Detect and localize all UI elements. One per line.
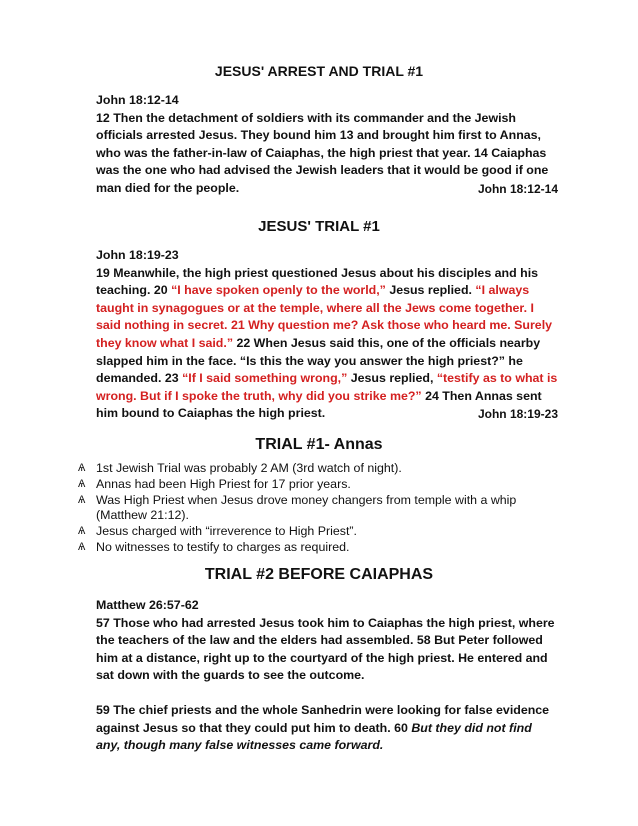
- list-item: Ѧ Annas had been High Priest for 17 prior years.: [78, 476, 351, 491]
- text-segment: 22 When Jesus said this, one of the officials nearby slapped him in the face. “Is this the way you answer the high priest?” he demanded. 23: [96, 335, 541, 386]
- heading-trial-caiaphas: TRIAL #2 BEFORE CAIAPHAS: [204, 566, 434, 583]
- bullet-icon: Ѧ: [78, 477, 86, 490]
- section-john-18-19: [96, 247, 558, 423]
- text-segment: 24 Then Annas sent him bound to Caiaphas the high priest.: [96, 388, 542, 421]
- bullet-icon: Ѧ: [78, 540, 86, 553]
- scripture-paragraph: 59 The chief priests and the whole Sanhedrin were looking for false evidence against Jesus so that they could put him to death. 60 But they did not find any, though many false witnesses came forward.: [96, 702, 550, 753]
- scripture-text: 12 Then the detachment of soldiers with its commander and the Jewish officials arrested Jesus. They bound him 13 and brought him first to Annas, who was the father-in-law of Caiaphas, the high priest that year. 14 Caiaphas was the one who had advised the Jewish leaders that it would be good if one man died for the people.: [96, 110, 549, 195]
- heading-jesus-trial: JESUS' TRIAL #1: [258, 218, 380, 235]
- scripture-reference: John 18:19-23: [96, 248, 179, 262]
- jesus-words: “If I said something wrong,”: [182, 371, 348, 386]
- text-segment: Jesus replied.: [385, 283, 476, 298]
- jesus-words: “I always taught in synagogues or at the temple, where all the Jews come together. I said nothing in secret. 21 Why question me? Ask those who heard me. Surely they know what I said.”: [96, 283, 553, 350]
- list-item: Ѧ No witnesses to testify to charges as required.: [78, 539, 350, 554]
- list-item: Ѧ Was High Priest when Jesus drove money changers from temple with a whip (Matthew 21:12).: [78, 492, 517, 523]
- bullet-icon: Ѧ: [78, 525, 86, 538]
- bullet-icon: Ѧ: [78, 462, 86, 474]
- list-item: Ѧ 1st Jewish Trial was probably 2 AM (3rd watch of night).: [78, 461, 402, 475]
- scripture-paragraph: 57 Those who had arrested Jesus took him to Caiaphas the high priest, where the teachers of the law and the elders had assembled. 58 But Peter followed him at a distance, right up to the courtyard of the high priest. He entered and sat down with the guards to see the outcome.: [96, 615, 555, 683]
- scripture-reference-right: John 18:12-14: [477, 182, 558, 196]
- jesus-words: “testify as to what is wrong. But if I spoke the truth, why did you strike me?”: [96, 371, 558, 403]
- scripture-reference-right: John 18:19-23: [477, 407, 558, 421]
- heading-arrest-and-trial: JESUS' ARREST AND TRIAL #1: [214, 63, 424, 79]
- section-matthew-26-57: [96, 597, 558, 755]
- text-segment: 19 Meanwhile, the high priest questioned Jesus about his disciples and his teaching. 20: [96, 265, 539, 298]
- bullet-icon: Ѧ: [78, 493, 86, 506]
- scripture-reference: John 18:12-14: [96, 93, 179, 107]
- scripture-reference: Matthew 26:57-62: [96, 598, 199, 612]
- annas-facts-list: [78, 461, 558, 556]
- heading-trial-annas: TRIAL #1- Annas: [255, 436, 383, 453]
- text-segment: Jesus replied,: [347, 371, 437, 386]
- scripture-text: [96, 265, 558, 423]
- jesus-words: “I have spoken openly to the world,”: [171, 283, 386, 298]
- italic-text: But they did not find any, though many false witnesses came forward.: [96, 720, 532, 753]
- list-item: Ѧ Jesus charged with “irreverence to High Priest”.: [78, 524, 357, 539]
